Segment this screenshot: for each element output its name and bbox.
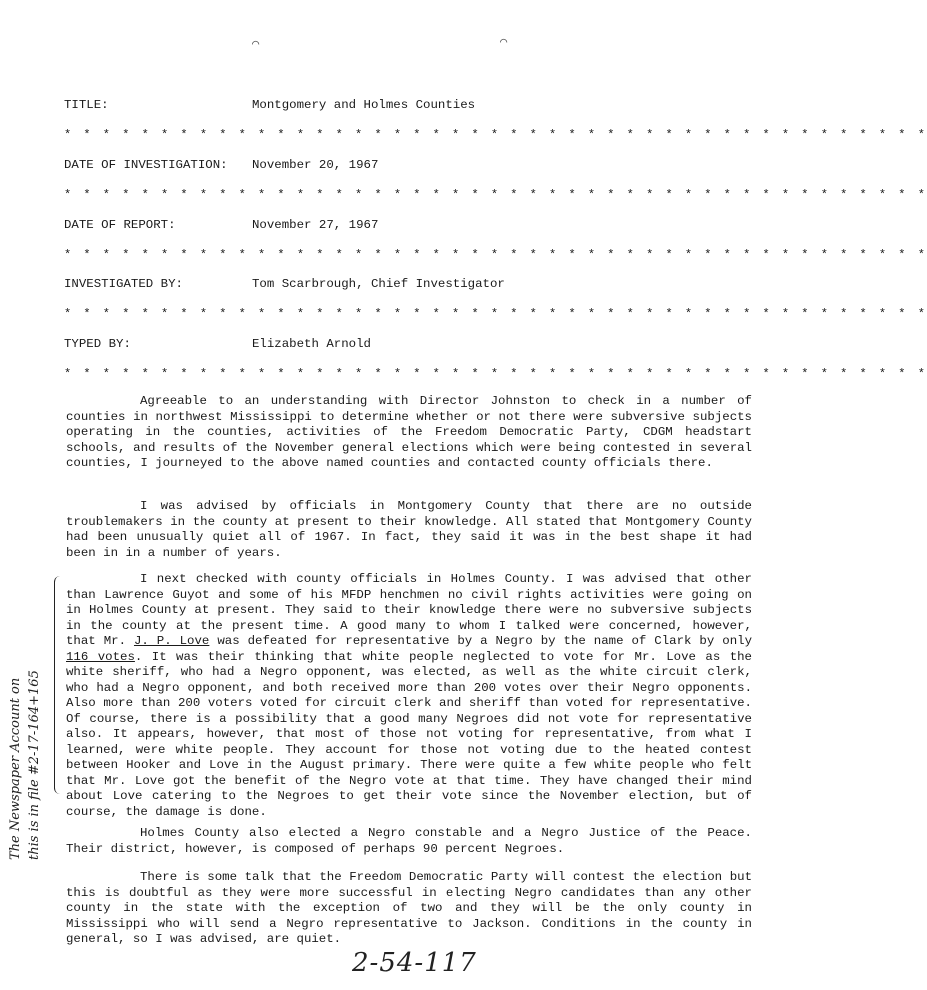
- paragraph-3-part-b: was defeated for representative by a Negro by the name of Clark by only: [209, 634, 753, 648]
- date-of-report-value: November 27, 1967: [252, 218, 379, 232]
- paragraph-3-votes: 116 votes: [66, 649, 135, 664]
- paragraph-3: [66, 572, 752, 820]
- investigated-by-label: INVESTIGATED BY:: [64, 277, 183, 291]
- separator-line: * * * * * * * * * * * * * * * * * * * * * * * * * * * * * * * * * * * * * * * * * * * * *: [64, 307, 927, 321]
- investigated-by-value: Tom Scarbrough, Chief Investigator: [252, 277, 505, 291]
- typed-by-label: TYPED BY:: [64, 337, 131, 351]
- title-field: [64, 98, 475, 112]
- handwritten-file-number: 2-54-117: [352, 948, 477, 978]
- title-value: Montgomery and Holmes Counties: [252, 98, 476, 112]
- separator-line: * * * * * * * * * * * * * * * * * * * * * * * * * * * * * * * * * * * * * * * * * * * * *: [64, 188, 927, 202]
- paragraph-2: I was advised by officials in Montgomery County that there are no outside troublemakers in the county at present to their knowledge. All stated that Montgomery County had been unusually quiet all of 1967. In fact, they said it was in the best shape it had been in in a number of years.: [66, 499, 752, 560]
- margin-bracket: [54, 576, 63, 794]
- date-of-investigation-field: [64, 158, 378, 172]
- typed-by-value: Elizabeth Arnold: [252, 337, 371, 351]
- investigated-by-field: [64, 277, 505, 291]
- paragraph-1: Agreeable to an understanding with Director Johnston to check in a number of counties in northwest Mississippi to determine whether or not there were subversive subjects operating in the counties, activities of the Freedom Democratic Party, CDGM headstart schools, and results of the November general elections which were being contested in several counties, I journeyed to the above named counties and contacted county officials there.: [66, 394, 752, 470]
- title-label: TITLE:: [64, 98, 109, 112]
- typed-by-field: [64, 337, 371, 351]
- date-of-report-label: DATE OF REPORT:: [64, 218, 176, 232]
- scan-mark: ⌒: [500, 34, 508, 48]
- separator-line: * * * * * * * * * * * * * * * * * * * * * * * * * * * * * * * * * * * * * * * * * * * * *: [64, 367, 927, 381]
- paragraph-5: There is some talk that the Freedom Democratic Party will contest the election but this is doubtful as they were more successful in electing Negro candidates than any other county in the state with the exception of two and they will be the only county in Mississippi who will send a Negro representative to Jackson. Conditions in the county in general, so I was advised, are quiet.: [66, 870, 752, 946]
- date-of-report-field: [64, 218, 378, 232]
- paragraph-4: Holmes County also elected a Negro constable and a Negro Justice of the Peace. Their district, however, is composed of perhaps 90 percent Negroes.: [66, 826, 752, 856]
- paragraph-3-name: J. P. Love: [133, 634, 210, 648]
- paragraph-3-part-a: I next checked with county officials in Holmes County. I was advised that other than Lawrence Guyot and some of his MFDP henchmen no civil rights activities were going on in Holmes County at present. They said to their knowledge there were no subversive subjects in the county at the present time. A good many to whom I talked were concerned, however, that Mr.: [66, 572, 752, 648]
- scan-mark: ⌒: [252, 36, 260, 50]
- paragraph-3-part-c: . It was their thinking that white people neglected to vote for Mr. Love as the white sheriff, who had a Negro opponent, was elected, as well as the white circuit clerk, who had a Negro opponent, and both received more than 200 votes over their Negro opponents. Also more than 200 voters voted for circuit clerk and sheriff than voted for representative. Of course, there is a possibility that a good many Negroes did not vote for representative also. It appears, however, that most of those not voting for representative, from what I learned, were white people. They account for those not voting due to the heated contest between Hooker and Love in the August primary. There were quite a few white people who felt that Mr. Love got the benefit of the Negro vote at that time. They have changed their mind about Love catering to the Negroes to get their vote since the November election, but of course, the damage is done.: [66, 649, 752, 819]
- date-of-investigation-value: November 20, 1967: [252, 158, 379, 172]
- separator-line: * * * * * * * * * * * * * * * * * * * * * * * * * * * * * * * * * * * * * * * * * * * * *: [64, 248, 927, 262]
- margin-note-line-2: this is in file #2-17-164+165: [27, 670, 42, 860]
- margin-handwritten-note: [6, 670, 44, 860]
- separator-line: * * * * * * * * * * * * * * * * * * * * * * * * * * * * * * * * * * * * * * * * * * * * *: [64, 128, 927, 142]
- date-of-investigation-label: DATE OF INVESTIGATION:: [64, 158, 228, 172]
- margin-note-line-1: The Newspaper Account on: [8, 677, 23, 860]
